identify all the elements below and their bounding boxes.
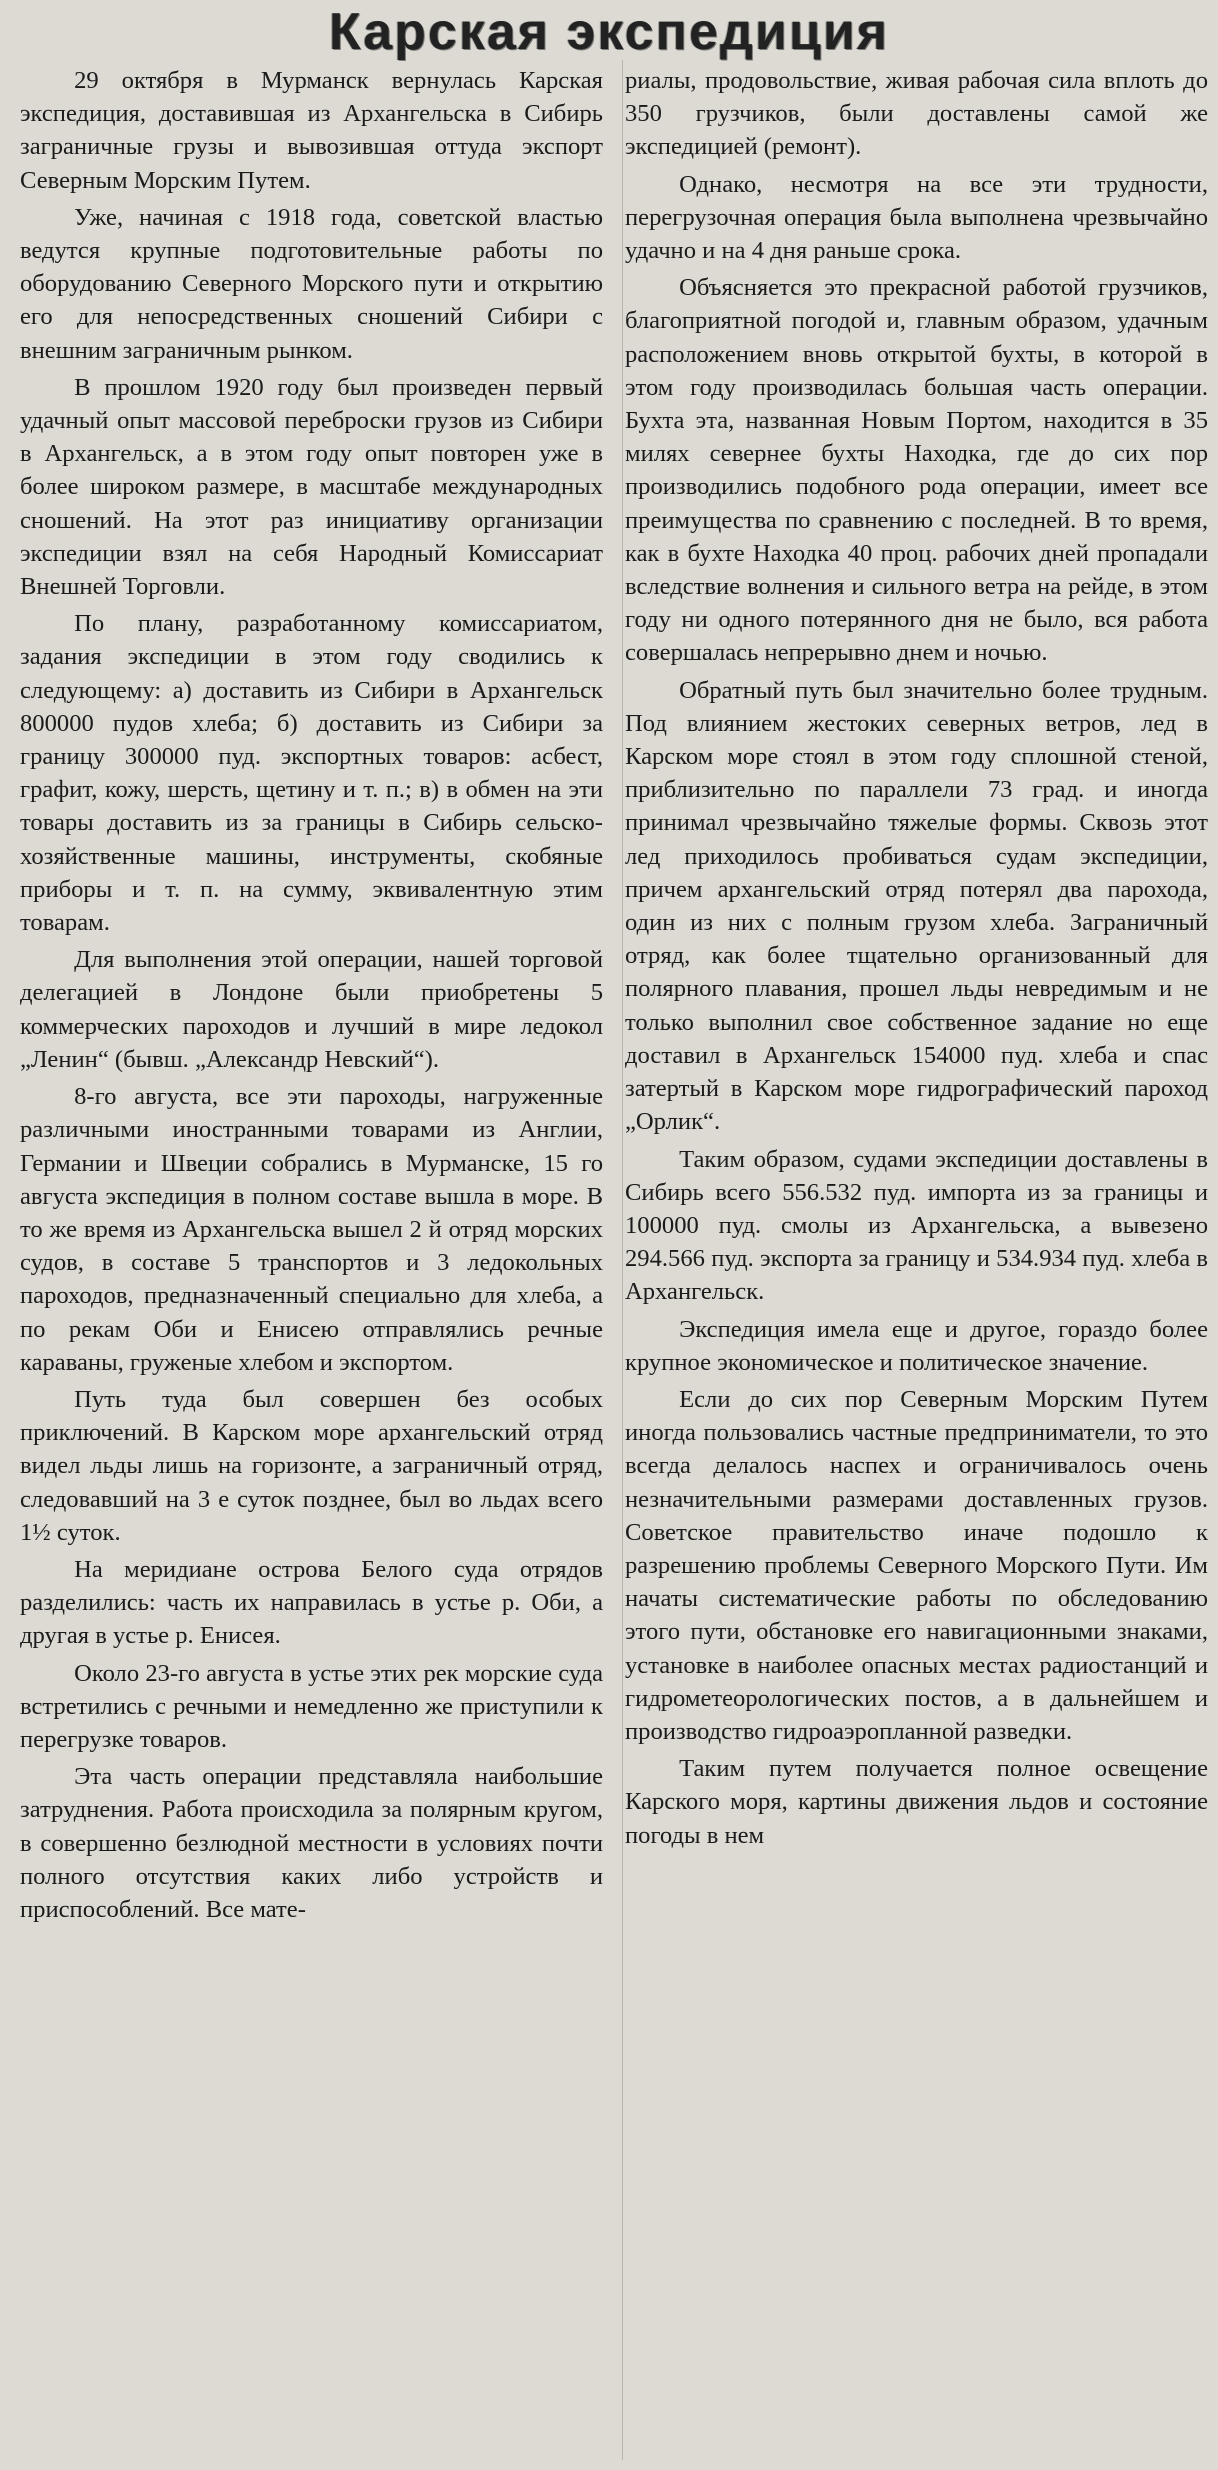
paragraph: На меридиане острова Белого суда отрядов разделились: часть их направилась в устье р. Оби, а другая в устье р. Енисея. — [20, 1555, 603, 1650]
article-title: Карская экспедиция — [328, 3, 890, 61]
paragraph: риалы, продовольствие, живая рабочая сила вплоть до 350 грузчиков, были доставлены самой же экспедицией (ремонт). — [625, 67, 1208, 161]
paragraph: Таким образом, судами экспедиции доставлены в Сибирь всего 556.532 пуд. импорта из за границы и 100000 пуд. смолы из Архангельска, а вывезено 294.566 пуд. экспорта за границу и 534.934 пуд. хлеба в Архангельск. — [625, 1145, 1208, 1306]
paragraph: 29 октября в Мурманск вернулась Карская экспедиция, доставившая из Архангельска в Сибирь заграничные грузы и вывозившая оттуда экспорт Северным Морским Путем. — [20, 67, 603, 194]
left-column — [20, 64, 603, 2470]
paragraph: Экспедиция имела еще и другое, гораздо более крупное экономическое и политическое значение. — [625, 1315, 1208, 1376]
paragraph: Объясняется это прекрасной работой грузчиков, благоприятной погодой и, главным образом, удачным расположением вновь открытой бухты, в которой в этом году производилась большая часть операции. Бухта эта, названная Новым Портом, находится в 35 милях севернее бухты Находка, где до сих пор производились подобного рода операции, имеет все преимущества по сравнению с последней. В то время, как в бухте Находка 40 проц. рабочих дней пропадали вследствие волнения и сильного ветра на рейде, в этом году ни одного потерянного дня не было, вся работа совершалась непрерывно днем и ночью. — [625, 274, 1208, 667]
right-column — [625, 64, 1208, 2470]
paragraph: По плану, разработанному комиссариатом, задания экспедиции в этом году сводились к следующему: а) доставить из Сибири в Архангельск 800000 пудов хлеба; б) доставить из Сибири за границу 300000 пуд. экспортных товаров: асбест, графит, кожу, шерсть, щетину и т. п.; в) в обмен на эти товары доставить из за границы в Сибирь сельско-хозяйственные машины, инструменты, скобяные приборы и т. п. на сумму, эквивалентную этим товарам. — [20, 610, 603, 937]
paragraph: 8-го августа, все эти пароходы, нагруженные различными иностранными товарами из Англии, Германии и Швеции собрались в Мурманске, 15 го августа экспедиция в полном составе вышла в море. В то же время из Архангельска вышел 2 й отряд морских судов, в составе 5 транспортов и 3 ледокольных пароходов, предназначенный специально для хлеба, а по рекам Оби и Енисею отправлялись речные караваны, груженые хлебом и экспортом. — [20, 1083, 603, 1376]
paragraph: Таким путем получается полное освещение Карского моря, картины движения льдов и состояние погоды в нем — [625, 1755, 1208, 1849]
paragraph: Если до сих пор Северным Морским Путем иногда пользовались частные предприниматели, то это всегда делалось наспех и ограничивалось очень незначительными размерами доставленных грузов. Советское правительство иначе подошло к разрешению проблемы Северного Морского Пути. Им начаты систематические работы по обследованию этого пути, обстановке его навигационными знаками, установке в наиболее опасных местах радиостанций и гидрометеорологических постов, а в дальнейшем и производство гидроаэропланной разведки. — [625, 1385, 1208, 1745]
paragraph: Путь туда был совершен без особых приключений. В Карском море архангельский отряд видел льды лишь на горизонте, а заграничный отряд, следовавший на 3 е суток позднее, был во льдах всего 1½ суток. — [20, 1385, 603, 1546]
paragraph: Однако, несмотря на все эти трудности, перегрузочная операция была выполнена чрезвычайно удачно и на 4 дня раньше срока. — [625, 170, 1208, 265]
paragraph: Обратный путь был значительно более трудным. Под влиянием жестоких северных ветров, лед в Карском море стоял в этом году сплошной стеной, приблизительно по параллели 73 град. и иногда принимал чрезвычайно тяжелые формы. Сквозь этот лед приходилось пробиваться судам экспедиции, причем архангельский отряд потерял два парохода, один из них с полным грузом хлеба. Заграничный отряд, как более тщательно организованный для полярного плавания, прошел льды невредимым и не только выполнил свое собственное задание но еще доставил в Архангельск 154000 пуд. хлеба и спас затертый в Карском море гидрографический пароход „Орлик“. — [625, 676, 1208, 1136]
article-columns — [20, 64, 1208, 2470]
paragraph: Эта часть операции представляла наибольшие затруднения. Работа происходила за полярным кругом, в совершенно безлюдной местности в условиях почти полного отсутствия каких либо устройств и приспособлений. Все мате- — [20, 1763, 603, 1923]
paragraph: Для выполнения этой операции, нашей торговой делегацией в Лондоне были приобретены 5 коммерческих пароходов и лучший в мире ледокол „Ленин“ (бывш. „Александр Невский“). — [20, 946, 603, 1073]
paragraph: В прошлом 1920 году был произведен первый удачный опыт массовой переброски грузов из Сибири в Архангельск, а в этом году опыт повторен уже в более широком размере, в масштабе международных сношений. На этот раз инициативу организации экспедиции взял на себя Народный Комиссариат Внешней Торговли. — [20, 373, 603, 601]
paragraph: Уже, начиная с 1918 года, советской властью ведутся крупные подготовительные работы по оборудованию Северного Морского пути и открытию его для непосредственных сношений Сибири с внешним заграничным рынком. — [20, 203, 603, 364]
paragraph: Около 23-го августа в устье этих рек морские суда встретились с речными и немедленно же приступили к перегрузке товаров. — [20, 1659, 603, 1753]
